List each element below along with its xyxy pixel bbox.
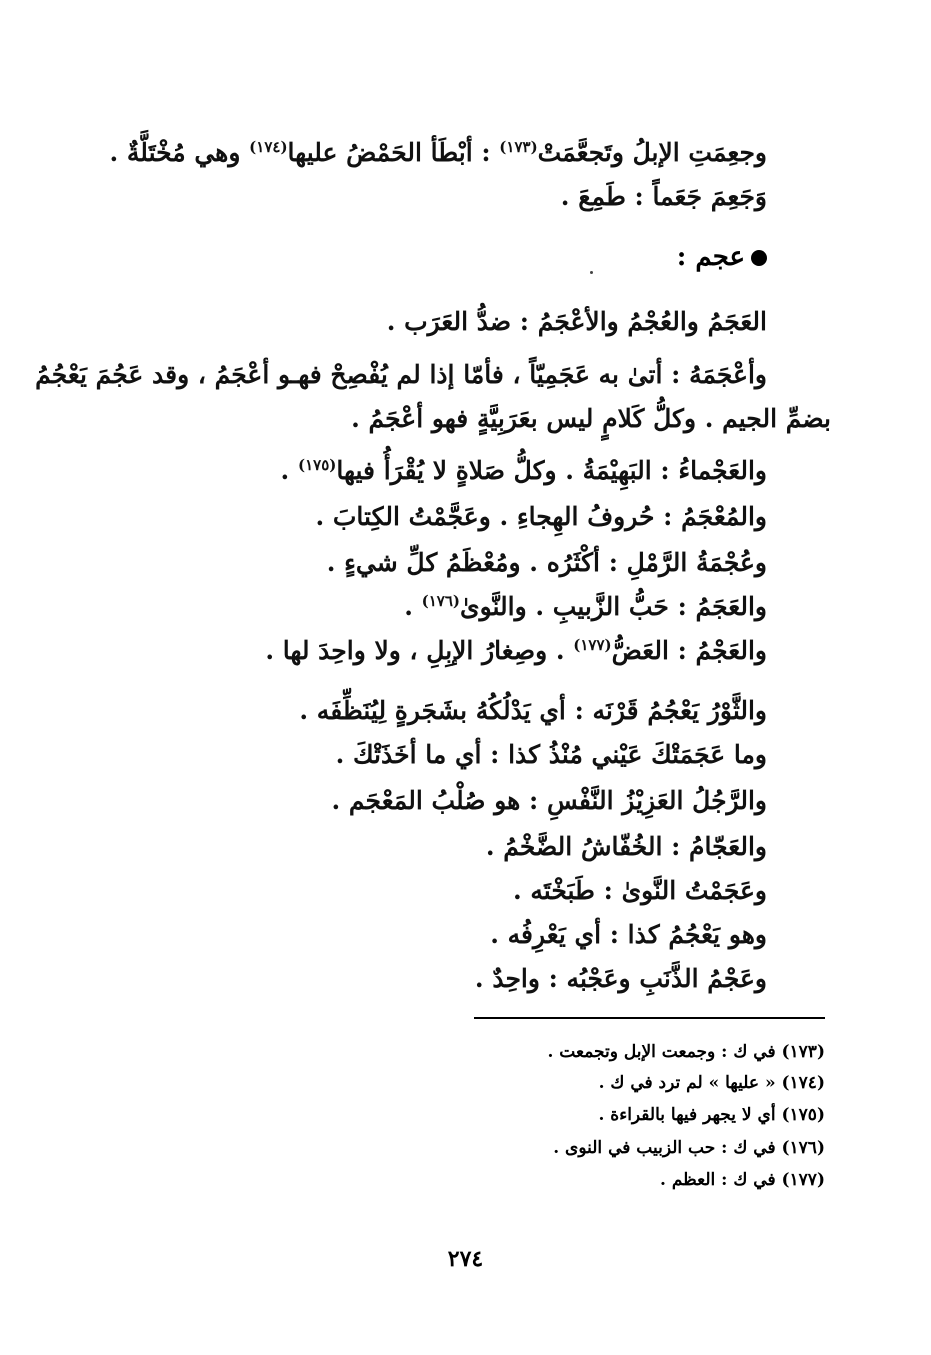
text-line-14 (486, 830, 767, 864)
text-segment: والعَجّامُ : الخُفّاشُ الضَّخْمُ . (485, 832, 767, 861)
text-segment: العَجَمُ والعُجْمُ والأعْجَمُ : ضدُّ العَرَب . (386, 307, 767, 336)
footnote-ref: (١٧٦) (421, 592, 460, 610)
text-line-6 (281, 454, 767, 491)
text-line-2 (561, 180, 767, 214)
text-segment: وعَجَمْتُ النَّوىٰ : طَبَخْتَه . (513, 876, 767, 905)
footnote-ref: (١٧٤) (249, 138, 288, 156)
text-segment: والرَّجُلُ العَزِيْزُ النَّفْسِ : هو صُلْبُ المَعْجَم . (331, 786, 767, 815)
text-segment: . (280, 456, 298, 485)
text-segment: . (404, 592, 422, 621)
text-segment: وأعْجَمَهُ : أتىٰ به عَجَمِيّاً ، فأمّا إذا لم يُفْصِحْ فهـو أعْجَمُ ، وقد عَجُمَ يَعْجُمُ (35, 360, 767, 389)
text-line-12 (336, 738, 767, 772)
footnote-3: (١٧٥) أي لا يجهر فيها بالقراءة . (598, 1105, 825, 1125)
footnote-5: (١٧٧) في ك : العظم . (660, 1170, 825, 1190)
text-line-10 (265, 634, 767, 671)
text-segment: والمُعْجَمُ : حُروفُ الهِجاءِ . وعَجَّمْتُ الكِتابَ . (315, 502, 767, 531)
text-line-11 (299, 694, 767, 728)
text-segment: وهي مُخْتَلَّةٌ . (109, 138, 250, 167)
text-line-1 (109, 136, 767, 173)
text-line-15 (513, 874, 767, 908)
text-segment: : أبْطَأ الحَمْضُ عليها (287, 138, 500, 167)
text-line-5 (351, 402, 831, 436)
text-line-4 (35, 358, 767, 392)
entry-heading (677, 240, 767, 274)
text-segment: . وصِغارُ الإبِلِ ، ولا واحِدَ لها . (265, 636, 574, 665)
text-segment: والثَّوْرُ يَعْجُمُ قَرْنَه : أي يَدْلُكُهُ بشَجَرةٍ لِيُنَظِّفَه . (299, 696, 767, 725)
footnote-divider (474, 1017, 825, 1019)
text-segment: وجعِمَتِ الإبلُ وتَجعَّمَتْ (537, 138, 767, 167)
speck (590, 271, 593, 274)
heading-text: عجم : (676, 242, 745, 272)
text-line-16 (490, 918, 767, 952)
text-segment: والعَجْماءُ : البَهِيْمَةُ . وكلُّ صَلاةٍ لا يُقْرَأُ فيها (336, 456, 767, 485)
footnote-ref: (١٧٥) (297, 456, 337, 474)
text-line-17 (475, 962, 767, 996)
text-line-9 (404, 590, 767, 627)
text-segment: وما عَجَمَتْكَ عَيْني مُنْذُ كذا : أي ما أخَذَتْكَ . (335, 740, 767, 769)
page-number: ٢٧٤ (447, 1246, 484, 1272)
footnote-ref: (١٧٣) (499, 138, 538, 156)
text-line-7 (315, 500, 767, 534)
text-segment: والعَجَمُ : حَبُّ الزَّبيبِ . والنَّوىٰ (460, 592, 767, 621)
text-segment: والعَجْمُ : العَضُّ (611, 636, 767, 665)
text-line-8 (327, 546, 767, 580)
text-segment: وعَجْمُ الذَّنَبِ وعَجْبُه : واحِدٌ . (474, 964, 767, 993)
text-segment: وَجَعِمَ جَعَماً : طَمِعَ . (560, 182, 767, 211)
footnote-1: (١٧٣) في ك : وجمعت الإبل وتجمعت . (547, 1042, 825, 1062)
footnote-4: (١٧٦) في ك : حب الزبيب في النوى . (553, 1138, 825, 1158)
bullet-icon (751, 250, 767, 266)
text-line-13 (332, 784, 767, 818)
footnote-2: (١٧٤) « عليها » لم ترد في ك . (598, 1073, 825, 1093)
text-line-3 (387, 305, 767, 339)
text-segment: بضمِّ الجيم . وكلُّ كَلامٍ ليس بعَرَبِيَّةٍ فهو أعْجَمُ . (351, 404, 831, 433)
text-segment: وعُجْمَةُ الرَّمْلِ : أكْثَرُه . ومُعْظَمُ كلِّ شيءٍ . (326, 548, 767, 577)
text-segment: وهو يَعْجُمُ كذا : أي يَعْرِفُه . (490, 920, 767, 949)
footnote-ref: (١٧٧) (573, 636, 612, 654)
